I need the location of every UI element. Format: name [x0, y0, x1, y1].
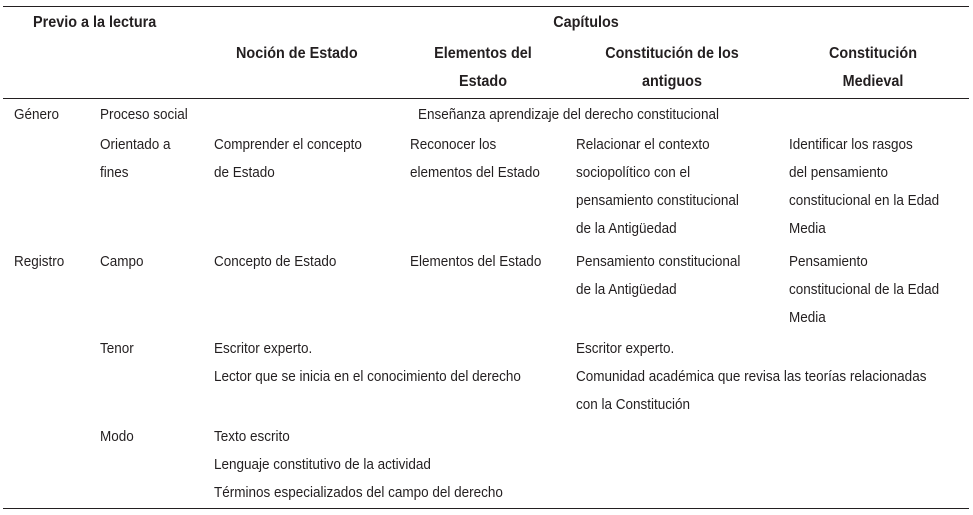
- campo-nocion: Concepto de Estado: [214, 253, 337, 270]
- orientado-label-2: fines: [100, 164, 129, 181]
- orientado-medieval-3: constitucional en la Edad: [789, 192, 940, 209]
- campo-medieval-3: Media: [789, 309, 826, 326]
- bottom-rule: [3, 508, 969, 509]
- header-col-medieval-2: Medieval: [842, 73, 904, 90]
- header-rule: [3, 98, 969, 99]
- header-col-elementos-2: Estado: [458, 73, 508, 90]
- header-col-antiguos-1: Constitución de los: [605, 45, 739, 62]
- header-col-antiguos-2: antiguos: [641, 73, 702, 90]
- orientado-antiguos-2: sociopolítico con el: [576, 164, 691, 181]
- top-rule: [3, 6, 969, 7]
- tenor-right-1: Escritor experto.: [576, 340, 675, 357]
- modo-line-2: Lenguaje constitutivo de la actividad: [214, 456, 431, 473]
- orientado-nocion-2: de Estado: [214, 164, 275, 181]
- orientado-medieval-4: Media: [789, 220, 826, 237]
- campo-label: Campo: [100, 253, 144, 270]
- campo-antiguos-2: de la Antigüedad: [576, 281, 677, 298]
- header-col-elementos-1: Elementos del: [434, 45, 532, 62]
- row-registro-label: Registro: [14, 253, 65, 270]
- orientado-antiguos-3: pensamiento constitucional: [576, 192, 739, 209]
- campo-medieval-1: Pensamiento: [789, 253, 868, 270]
- tenor-left-2: Lector que se inicia en el conocimiento del derecho: [214, 368, 521, 385]
- campo-elementos: Elementos del Estado: [410, 253, 542, 270]
- proceso-social-value: Enseñanza aprendizaje del derecho constitucional: [418, 106, 719, 123]
- tenor-label: Tenor: [100, 340, 134, 357]
- modo-label: Modo: [100, 428, 134, 445]
- orientado-nocion-1: Comprender el concepto: [214, 136, 362, 153]
- header-previo: Previo a la lectura: [33, 14, 157, 31]
- header-col-nocion: Noción de Estado: [236, 45, 358, 62]
- tenor-right-2: Comunidad académica que revisa las teorías relacionadas: [576, 368, 927, 385]
- orientado-label-1: Orientado a: [100, 136, 171, 153]
- row-genero-label: Género: [14, 106, 60, 123]
- modo-line-1: Texto escrito: [214, 428, 290, 445]
- orientado-antiguos-4: de la Antigüedad: [576, 220, 677, 237]
- campo-medieval-2: constitucional de la Edad: [789, 281, 940, 298]
- header-col-medieval-1: Constitución: [828, 45, 917, 62]
- modo-line-3: Términos especializados del campo del derecho: [214, 484, 503, 501]
- orientado-elementos-1: Reconocer los: [410, 136, 497, 153]
- orientado-elementos-2: elementos del Estado: [410, 164, 540, 181]
- orientado-medieval-2: del pensamiento: [789, 164, 889, 181]
- orientado-antiguos-1: Relacionar el contexto: [576, 136, 710, 153]
- proceso-social-label: Proceso social: [100, 106, 188, 123]
- tenor-left-1: Escritor experto.: [214, 340, 313, 357]
- tenor-right-3: con la Constitución: [576, 396, 691, 413]
- header-capitulos: Capítulos: [553, 14, 619, 31]
- campo-antiguos-1: Pensamiento constitucional: [576, 253, 741, 270]
- orientado-medieval-1: Identificar los rasgos: [789, 136, 913, 153]
